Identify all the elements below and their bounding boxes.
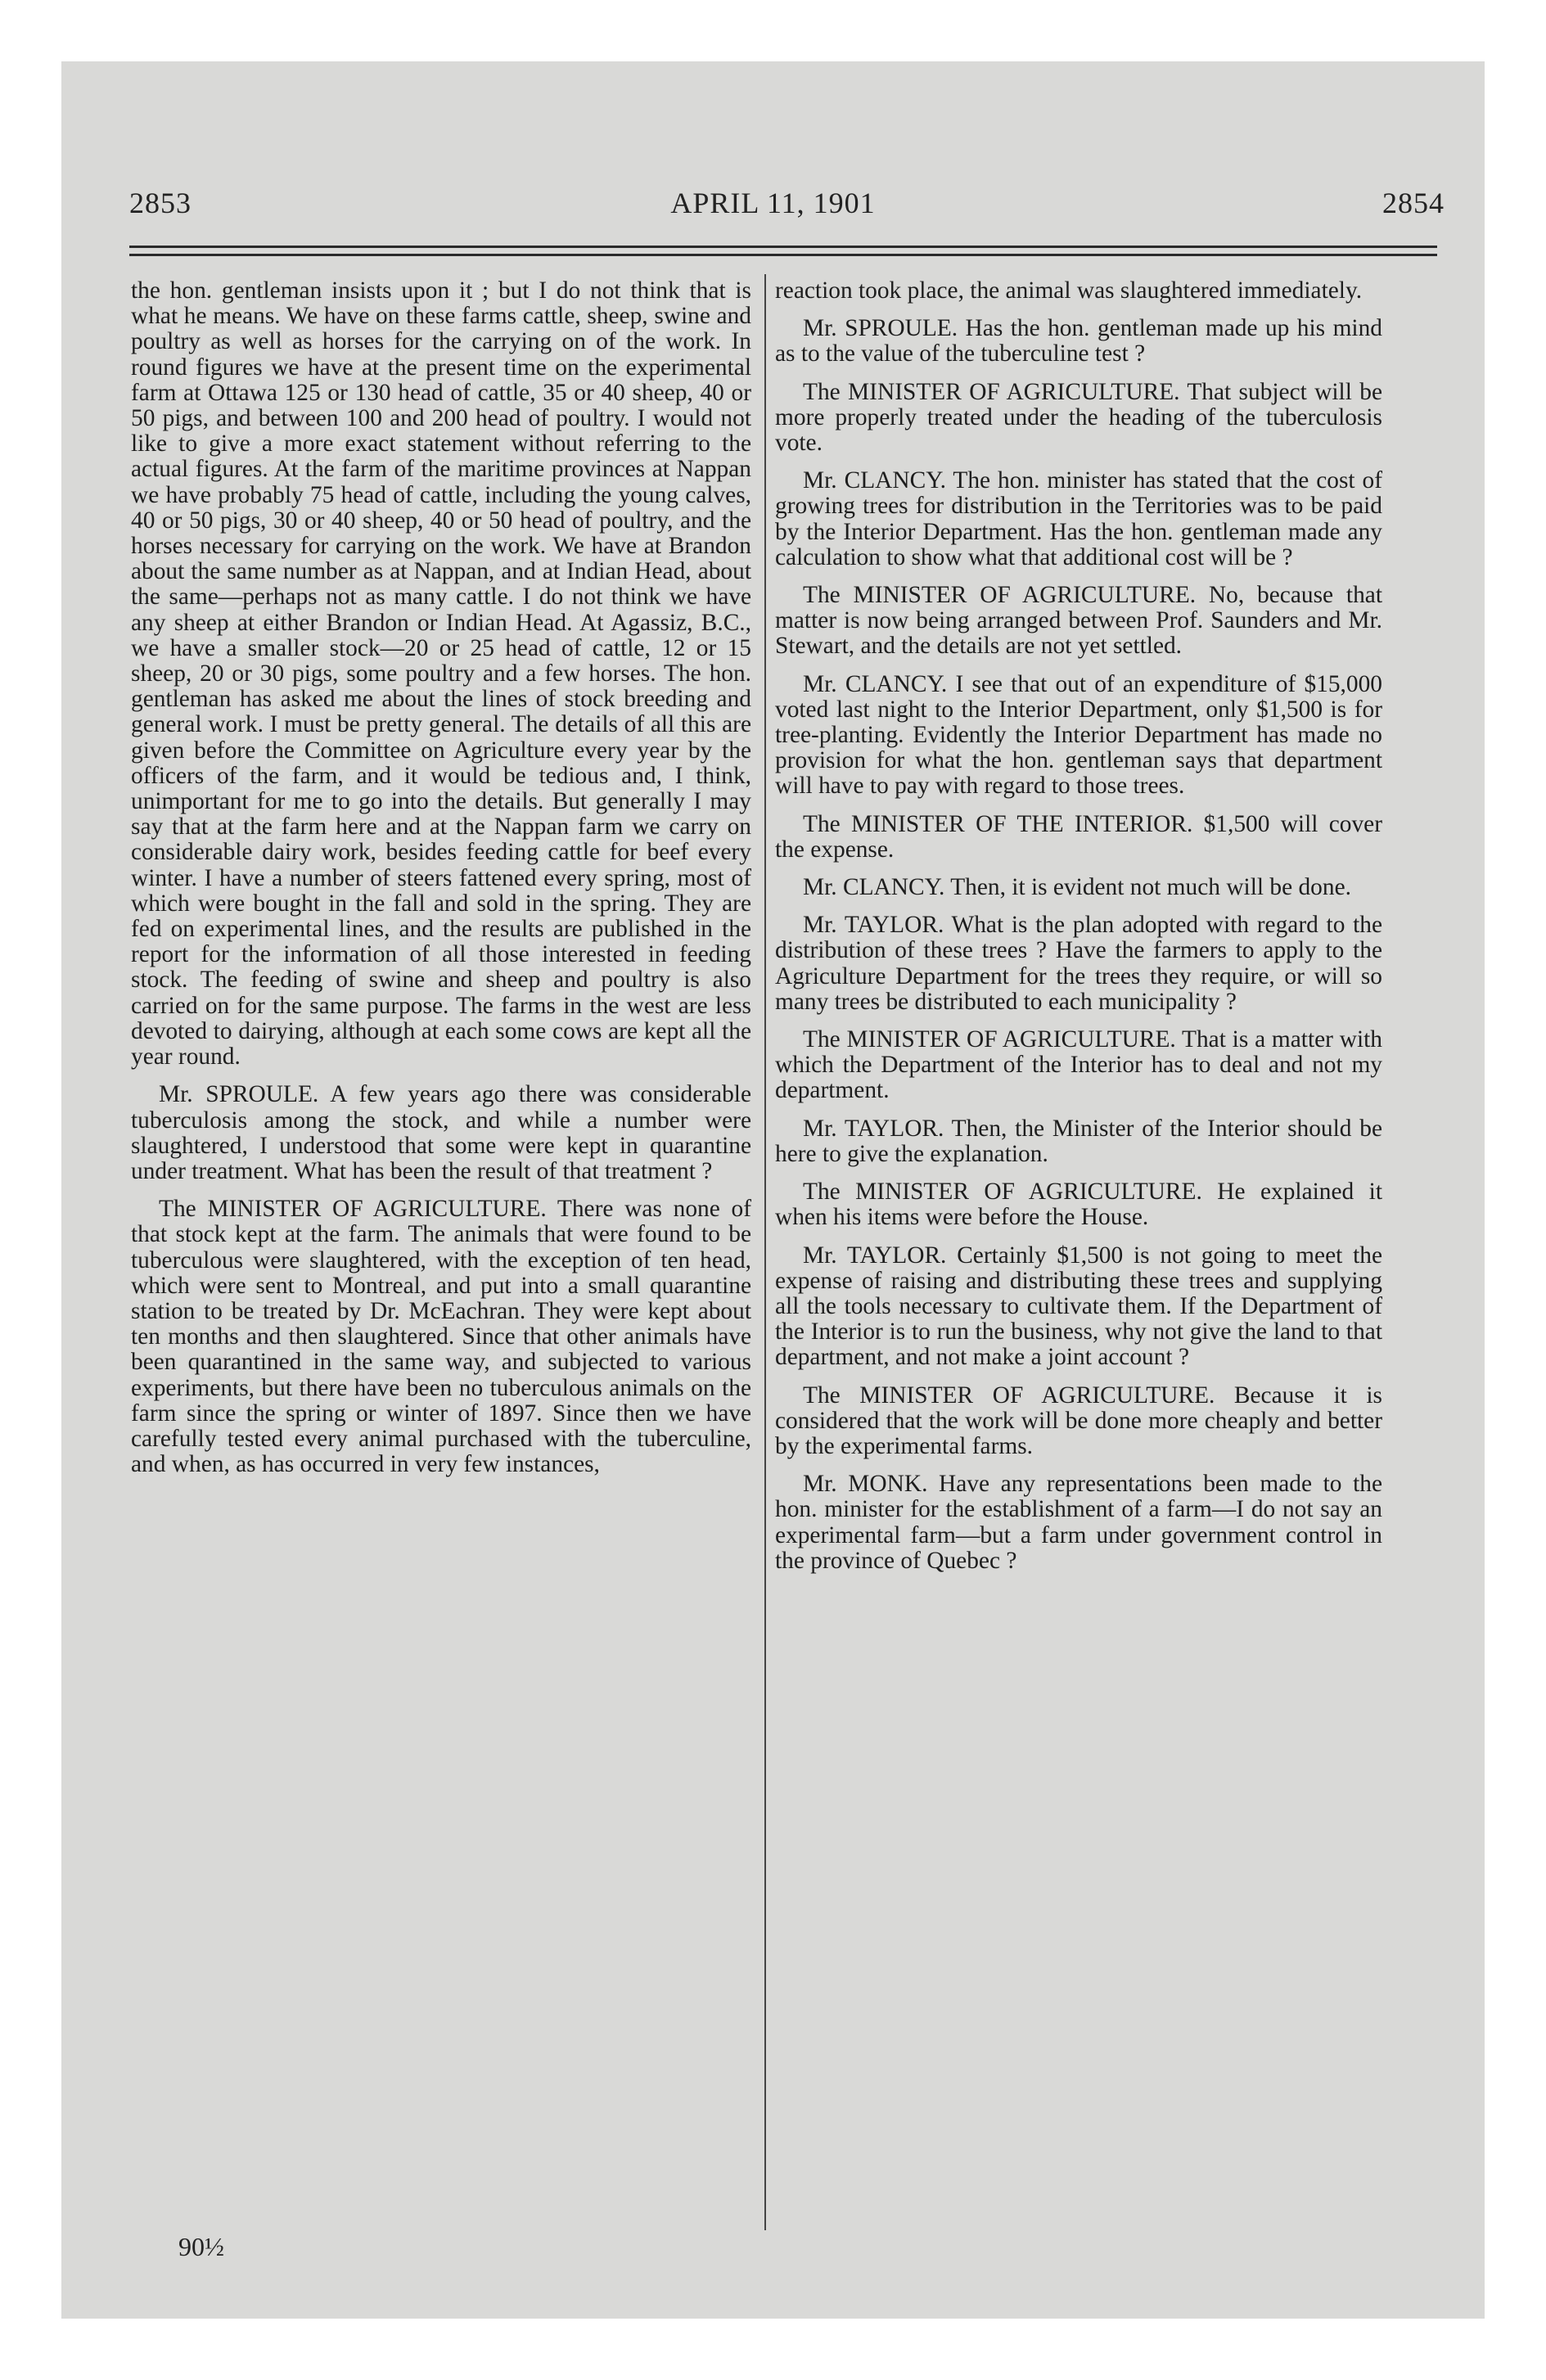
page-number-right: 2854 bbox=[1382, 187, 1445, 219]
paragraph: Mr. SPROULE. A few years ago there was considerable tuberculosis among the stock, and while a number were slaughtered, I understood that some were kept in quarantine under treatment. What has been the result of that treatment ? bbox=[131, 1081, 751, 1184]
paragraph: Mr. TAYLOR. Then, the Minister of the Interior should be here to give the explanation. bbox=[775, 1115, 1382, 1167]
right-column bbox=[775, 278, 1382, 1586]
paragraph: Mr. CLANCY. I see that out of an expenditure of $15,000 voted last night to the Interior Department, only $1,500 is for tree-planting. Evidently the Interior Department has made no provision for what the hon. gentleman says that department will have to pay with regard to those trees. bbox=[775, 670, 1382, 800]
paragraph: Mr. TAYLOR. Certainly $1,500 is not going to meet the expense of raising and distributing these trees and supplying all the tools necessary to cultivate them. If the Department of the Interior is to run the business, why not give the land to that department, and not make a joint account ? bbox=[775, 1242, 1382, 1371]
paragraph: The MINISTER OF THE INTERIOR. $1,500 will cover the expense. bbox=[775, 810, 1382, 863]
page-number-left: 2853 bbox=[129, 187, 192, 219]
paragraph: The MINISTER OF AGRICULTURE. He explained it when his items were before the House. bbox=[775, 1179, 1382, 1231]
paragraph: Mr. TAYLOR. What is the plan adopted with regard to the distribution of these trees ? Have the farmers to apply to the Agriculture Department for the trees they require, or will so many trees be distributed to each municipality ? bbox=[775, 912, 1382, 1015]
paragraph: Mr. MONK. Have any representations been made to the hon. minister for the establishment of a farm—I do not say an experimental farm—but a farm under government control in the province of Quebec ? bbox=[775, 1471, 1382, 1574]
paragraph: The MINISTER OF AGRICULTURE. That subject will be more properly treated under the heading of the tuberculosis vote. bbox=[775, 378, 1382, 457]
header-rule-top bbox=[129, 246, 1437, 248]
paragraph: The MINISTER OF AGRICULTURE. No, because that matter is now being arranged between Prof. Saunders and Mr. Stewart, and the details are not yet settled. bbox=[775, 582, 1382, 660]
page-date-header: APRIL 11, 1901 bbox=[670, 187, 876, 219]
paragraph: the hon. gentleman insists upon it ; but I do not think that is what he means. We have on these farms cattle, sheep, swine and poultry as well as horses for the carrying on of the work. In round figures we have at the present time on the experimental farm at Ottawa 125 or 130 head of cattle, 35 or 40 sheep, 40 or 50 pigs, and between 100 and 200 head of poultry. I would not like to give a more exact statement without referring to the actual figures. At the farm of the maritime provinces at Nappan we have probably 75 head of cattle, including the young calves, 40 or 50 pigs, 30 or 40 sheep, 40 or 50 head of poultry, and the horses necessary for carrying on the work. We have at Brandon about the same number as at Nappan, and at Indian Head, about the same—perhaps not as many cattle. I do not think we have any sheep at either Brandon or Indian Head. At Agassiz, B.C., we have a smaller stock—20 or 25 head of cattle, 12 or 15 sheep, 20 or 30 pigs, some poultry and a few horses. The hon. gentleman has asked me about the lines of stock breeding and general work. I must be pretty general. The details of all this are given before the Committee on Agriculture every year by the officers of the farm, and it would be tedious and, I think, unimportant for me to go into the details. But generally I may say that at the farm here and at the Nappan farm we carry on considerable dairy work, besides feeding cattle for beef every winter. I have a number of steers fattened every spring, most of which were bought in the fall and sold in the spring. They are fed on experimental lines, and the results are published in the report for the information of all those interested in feeding stock. The feeding of swine and sheep and poultry is also carried on for the same purpose. The farms in the west are less devoted to dairying, although at each some cows are kept all the year round. bbox=[131, 277, 751, 1071]
signature-folio: 90½ bbox=[178, 2232, 224, 2261]
header-rule-bottom bbox=[129, 254, 1437, 256]
left-column bbox=[131, 278, 751, 1490]
paragraph: Mr. CLANCY. The hon. minister has stated that the cost of growing trees for distribution in the Territories was to be paid by the Interior Department. Has the hon. gentleman made any calculation to show what that additional cost will be ? bbox=[775, 467, 1382, 570]
paragraph: The MINISTER OF AGRICULTURE. There was none of that stock kept at the farm. The animals that were found to be tuberculous were slaughtered, with the exception of ten head, which were sent to Montreal, and put into a small quarantine station to be treated by Dr. McEachran. They were kept about ten months and then slaughtered. Since that other animals have been quarantined in the same way, and subjected to various experiments, but there have been no tuberculous animals on the farm since the spring or winter of 1897. Since then we have carefully tested every animal purchased with the tuberculine, and when, as has occurred in very few instances, bbox=[131, 1196, 751, 1478]
paragraph: Mr. SPROULE. Has the hon. gentleman made up his mind as to the value of the tuberculine test ? bbox=[775, 315, 1382, 367]
paragraph: The MINISTER OF AGRICULTURE. Because it is considered that the work will be done more cheaply and better by the experimental farms. bbox=[775, 1382, 1382, 1459]
paragraph: Mr. CLANCY. Then, it is evident not much will be done. bbox=[803, 874, 1351, 901]
column-divider bbox=[764, 274, 766, 2230]
paragraph: reaction took place, the animal was slaughtered immediately. bbox=[775, 277, 1363, 304]
paragraph: The MINISTER OF AGRICULTURE. That is a matter with which the Department of the Interior has to deal and not my department. bbox=[775, 1026, 1382, 1104]
